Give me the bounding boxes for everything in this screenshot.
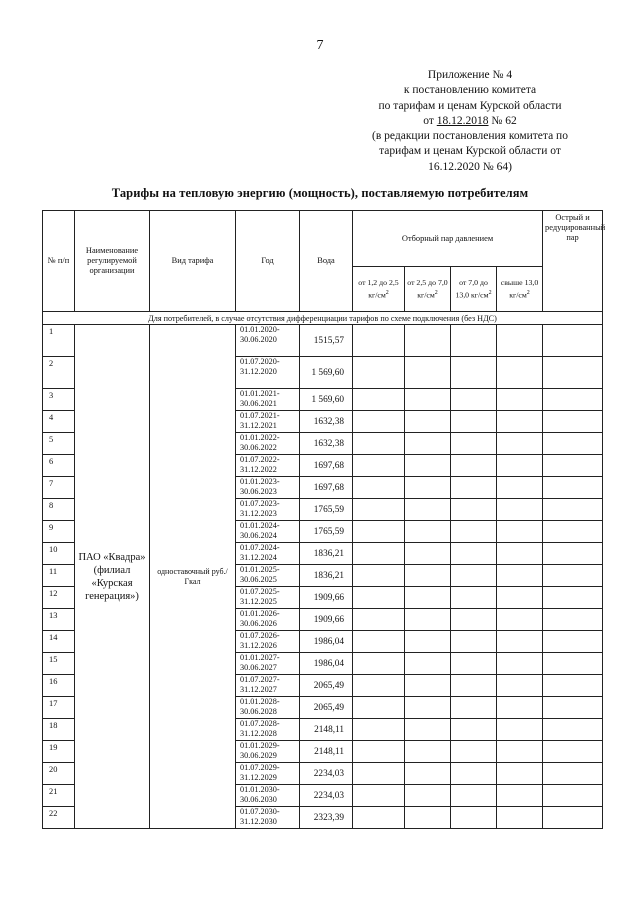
empty-cell [543,389,603,411]
empty-cell [543,499,603,521]
empty-cell [405,763,451,785]
tariffs-table [42,210,606,829]
empty-cell [405,653,451,675]
row-number: 6 [43,455,75,477]
empty-cell [543,631,603,653]
row-number: 17 [43,697,75,719]
period-cell: 01.07.2020-31.12.2020 [236,357,300,389]
row-number: 2 [43,357,75,389]
empty-cell [543,609,603,631]
water-tariff-cell: 1765,59 [300,521,353,543]
period-cell: 01.01.2020-30.06.2020 [236,325,300,357]
period-cell: 01.07.2026-31.12.2026 [236,631,300,653]
pressure-3-sup: 2 [488,289,492,296]
empty-cell [543,785,603,807]
table-row [43,325,603,357]
header-org: Наименование регулируемой организации [75,211,150,312]
empty-cell [451,477,497,499]
empty-cell [451,389,497,411]
header-pressure-4 [497,267,543,312]
empty-cell [353,499,405,521]
empty-cell [497,455,543,477]
water-tariff-cell: 1986,04 [300,653,353,675]
water-tariff-cell: 2148,11 [300,719,353,741]
empty-cell [543,543,603,565]
empty-cell [353,631,405,653]
page-number: 7 [316,38,324,53]
empty-cell [451,565,497,587]
empty-cell [353,697,405,719]
empty-cell [497,763,543,785]
organization-name: ПАО «Квадра» (филиал «Курская генерация») [75,325,150,829]
band-text: Для потребителей, в случае отсутствия дифференциации тарифов по схеме подключения (без НДС) [43,312,603,325]
empty-cell [405,565,451,587]
water-tariff-cell: 1909,66 [300,587,353,609]
empty-cell [451,807,497,829]
water-tariff-cell: 1 569,60 [300,389,353,411]
header-pressure-2 [405,267,451,312]
water-tariff-cell: 1765,59 [300,499,353,521]
empty-cell [353,543,405,565]
empty-cell [497,477,543,499]
empty-cell [543,741,603,763]
period-cell: 01.07.2023-31.12.2023 [236,499,300,521]
empty-cell [497,543,543,565]
empty-cell [353,719,405,741]
empty-cell [497,587,543,609]
empty-cell [497,389,543,411]
empty-cell [497,741,543,763]
empty-cell [451,357,497,389]
empty-cell [451,609,497,631]
empty-cell [543,697,603,719]
header-steam: Отборный пар давлением [353,211,543,267]
period-cell: 01.07.2022-31.12.2022 [236,455,300,477]
water-tariff-cell: 1 569,60 [300,357,353,389]
appendix-number: № 62 [488,114,517,127]
empty-cell [451,587,497,609]
pressure-2-label: от 2,5 до 7,0 кг/см [407,277,448,300]
row-number: 3 [43,389,75,411]
appendix-line-5: (в редакции постановления комитета по [372,130,568,143]
water-tariff-cell: 1697,68 [300,455,353,477]
empty-cell [405,609,451,631]
empty-cell [353,325,405,357]
row-number: 5 [43,433,75,455]
period-cell: 01.01.2021-30.06.2021 [236,389,300,411]
empty-cell [543,719,603,741]
empty-cell [353,477,405,499]
header-year: Год [236,211,300,312]
period-cell: 01.01.2025-30.06.2025 [236,565,300,587]
row-number: 21 [43,785,75,807]
empty-cell [497,521,543,543]
header-row-1 [43,211,603,267]
water-tariff-cell: 2234,03 [300,763,353,785]
row-number: 14 [43,631,75,653]
empty-cell [497,565,543,587]
pressure-1-label: от 1,2 до 2,5 кг/см [358,277,399,300]
pressure-2-sup: 2 [434,289,438,296]
water-tariff-cell: 1986,04 [300,631,353,653]
header-water: Вода [300,211,353,312]
empty-cell [353,433,405,455]
empty-cell [497,675,543,697]
period-cell: 01.07.2024-31.12.2024 [236,543,300,565]
empty-cell [451,719,497,741]
period-cell: 01.07.2025-31.12.2025 [236,587,300,609]
empty-cell [353,763,405,785]
tariff-kind: одноставочный руб./Гкал [150,325,236,829]
empty-cell [451,521,497,543]
empty-cell [353,807,405,829]
document-title: Тарифы на тепловую энергию (мощность), поставляемую потребителям [111,186,529,200]
row-number: 20 [43,763,75,785]
empty-cell [405,631,451,653]
empty-cell [497,433,543,455]
empty-cell [497,785,543,807]
pressure-3-label: от 7,0 до 13,0 кг/см [455,277,489,300]
period-cell: 01.07.2028-31.12.2028 [236,719,300,741]
empty-cell [405,521,451,543]
empty-cell [497,499,543,521]
row-number: 4 [43,411,75,433]
empty-cell [353,675,405,697]
water-tariff-cell: 1632,38 [300,411,353,433]
empty-cell [543,807,603,829]
appendix-line-3: по тарифам и ценам Курской области [378,99,562,112]
empty-cell [543,325,603,357]
empty-cell [405,499,451,521]
appendix-line-1: Приложение № 4 [427,69,513,81]
water-tariff-cell: 1515,57 [300,325,353,357]
empty-cell [497,631,543,653]
empty-cell [451,785,497,807]
empty-cell [353,565,405,587]
empty-cell [497,653,543,675]
empty-cell [405,389,451,411]
empty-cell [451,433,497,455]
empty-cell [543,521,603,543]
empty-cell [497,325,543,357]
empty-cell [543,411,603,433]
empty-cell [405,543,451,565]
appendix-line-4 [330,114,610,129]
empty-cell [405,325,451,357]
empty-cell [405,433,451,455]
empty-cell [353,587,405,609]
empty-cell [451,741,497,763]
empty-cell [497,697,543,719]
water-tariff-cell: 1909,66 [300,609,353,631]
empty-cell [497,719,543,741]
appendix-header [330,68,610,175]
period-cell: 01.01.2023-30.06.2023 [236,477,300,499]
empty-cell [353,389,405,411]
band-row [43,312,603,325]
empty-cell [353,357,405,389]
empty-cell [543,763,603,785]
empty-cell [451,411,497,433]
period-cell: 01.07.2027-31.12.2027 [236,675,300,697]
empty-cell [497,411,543,433]
row-number: 1 [43,325,75,357]
water-tariff-cell: 2065,49 [300,675,353,697]
row-number: 9 [43,521,75,543]
row-number: 11 [43,565,75,587]
empty-cell [451,653,497,675]
empty-cell [353,785,405,807]
header-sharp-steam: Острый и редуцированный пар [543,211,603,312]
row-number: 15 [43,653,75,675]
period-cell: 01.07.2021-31.12.2021 [236,411,300,433]
empty-cell [497,357,543,389]
water-tariff-cell: 1836,21 [300,543,353,565]
empty-cell [405,411,451,433]
empty-cell [451,325,497,357]
header-pressure-3 [451,267,497,312]
period-cell: 01.01.2030-30.06.2030 [236,785,300,807]
empty-cell [451,763,497,785]
period-cell: 01.01.2029-30.06.2029 [236,741,300,763]
appendix-line-7: 16.12.2020 № 64) [428,160,512,173]
empty-cell [405,719,451,741]
period-cell: 01.07.2029-31.12.2029 [236,763,300,785]
empty-cell [451,543,497,565]
empty-cell [405,587,451,609]
row-number: 7 [43,477,75,499]
period-cell: 01.07.2030-31.12.2030 [236,807,300,829]
row-number: 22 [43,807,75,829]
empty-cell [451,499,497,521]
empty-cell [353,609,405,631]
period-cell: 01.01.2022-30.06.2022 [236,433,300,455]
row-number: 13 [43,609,75,631]
empty-cell [405,455,451,477]
row-number: 10 [43,543,75,565]
header-pressure-1 [353,267,405,312]
appendix-line-6: тарифам и ценам Курской области от [379,145,561,158]
empty-cell [451,455,497,477]
header-num: № п/п [43,211,75,312]
empty-cell [405,785,451,807]
water-tariff-cell: 2323,39 [300,807,353,829]
empty-cell [543,455,603,477]
period-cell: 01.01.2026-30.06.2026 [236,609,300,631]
empty-cell [353,455,405,477]
empty-cell [353,521,405,543]
empty-cell [543,587,603,609]
water-tariff-cell: 2234,03 [300,785,353,807]
appendix-from: от [423,114,437,127]
empty-cell [451,697,497,719]
appendix-date: 18.12.2018 [436,114,489,127]
empty-cell [543,433,603,455]
empty-cell [543,653,603,675]
empty-cell [543,675,603,697]
empty-cell [405,697,451,719]
empty-cell [543,477,603,499]
appendix-line-2: к постановлению комитета [403,84,537,97]
water-tariff-cell: 1697,68 [300,477,353,499]
empty-cell [405,357,451,389]
empty-cell [405,741,451,763]
header-tariff-kind: Вид тарифа [150,211,236,312]
row-number: 8 [43,499,75,521]
empty-cell [497,609,543,631]
empty-cell [497,807,543,829]
empty-cell [543,565,603,587]
row-number: 19 [43,741,75,763]
pressure-4-sup: 2 [526,289,530,296]
empty-cell [353,741,405,763]
water-tariff-cell: 2148,11 [300,741,353,763]
empty-cell [353,411,405,433]
water-tariff-cell: 2065,49 [300,697,353,719]
empty-cell [451,675,497,697]
row-number: 16 [43,675,75,697]
water-tariff-cell: 1632,38 [300,433,353,455]
pressure-1-sup: 2 [385,289,389,296]
row-number: 18 [43,719,75,741]
row-number: 12 [43,587,75,609]
pressure-4-label: свыше 13,0 кг/см [500,277,539,300]
water-tariff-cell: 1836,21 [300,565,353,587]
period-cell: 01.01.2027-30.06.2027 [236,653,300,675]
empty-cell [353,653,405,675]
empty-cell [405,807,451,829]
empty-cell [543,357,603,389]
period-cell: 01.01.2028-30.06.2028 [236,697,300,719]
empty-cell [405,675,451,697]
empty-cell [405,477,451,499]
period-cell: 01.01.2024-30.06.2024 [236,521,300,543]
empty-cell [451,631,497,653]
